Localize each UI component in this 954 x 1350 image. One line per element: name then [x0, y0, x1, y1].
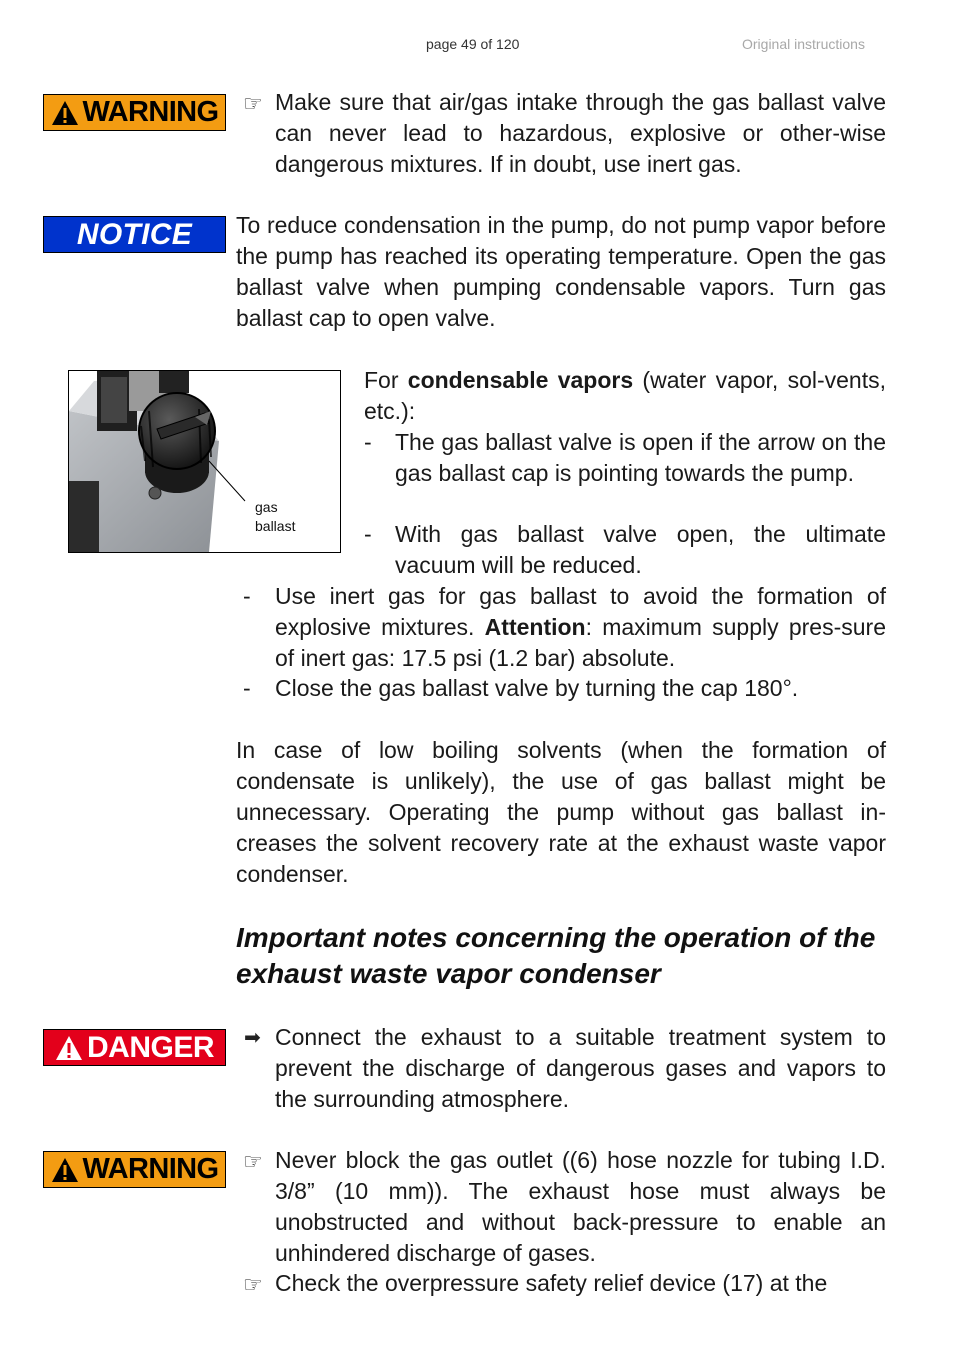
callout-line-2: ballast: [255, 518, 296, 534]
pointing-hand-icon: ☞: [243, 1272, 263, 1297]
notice-text: To reduce condensation in the pump, do not pump vapor before the pump has reached its operating temperature. Open the gas ballast valve when pumping condensable vapors. Turn gas ballast cap to open valve.: [236, 212, 886, 331]
pointing-hand-icon: ☞: [243, 1149, 263, 1174]
notice-badge: [43, 216, 226, 253]
item3-bold: Attention: [484, 614, 586, 640]
right-arrow-icon: ➡: [244, 1027, 261, 1049]
dash-bullet: -: [364, 521, 372, 547]
condensable-item-1: The gas ballast valve is open if the arrow on the gas ballast cap is pointing towards the pump.: [395, 429, 886, 486]
document-type-label: Original instructions: [742, 36, 865, 52]
danger-triangle-icon: [55, 1034, 83, 1062]
warning2-item-1: Never block the gas outlet ((6) hose nozzle for tubing I.D. 3/8” (10 mm)). The exhaust hose must always be unobstructed and without back-pressure to enable an unhindered discharge of gases.: [275, 1147, 886, 1266]
gas-ballast-callout: [255, 498, 295, 536]
condensable-item-2: With gas ballast valve open, the ultimate vacuum will be reduced.: [395, 521, 886, 578]
dash-bullet: -: [243, 583, 251, 609]
condensable-item-4: Close the gas ballast valve by turning the cap 180°.: [275, 675, 799, 701]
warning-triangle-icon: [51, 1156, 79, 1184]
pump-illustration: [69, 371, 340, 552]
warning2-item-2: Check the overpressure safety relief device (17) at the: [275, 1270, 828, 1296]
warning-label: WARNING: [82, 96, 219, 128]
warning-badge: [43, 94, 226, 131]
warning-text: Make sure that air/gas intake through the gas ballast valve can never lead to hazardous, explosive or other-wise dangerous mixtures. If in doubt, use inert gas.: [275, 89, 886, 177]
warning-badge-2: [43, 1151, 226, 1188]
intro-pre: For: [364, 367, 399, 393]
dash-bullet: -: [364, 429, 372, 455]
intro-bold: condensable vapors: [407, 367, 634, 393]
section-heading: Important notes concerning the operation of the exhaust waste vapor condenser: [236, 922, 876, 989]
intro-post: (water vapor, sol-vents, etc.):: [364, 367, 886, 424]
condensable-item-3: [275, 581, 886, 674]
warning-label-2: WARNING: [82, 1153, 219, 1185]
danger-text: Connect the exhaust to a suitable treatment system to prevent the discharge of dangerous gases and vapors to the surrounding atmosphere.: [275, 1024, 886, 1112]
notice-label: NOTICE: [76, 217, 193, 251]
condensable-intro-line1: [364, 365, 886, 427]
danger-badge: [43, 1029, 226, 1066]
warning-triangle-icon: [51, 99, 79, 127]
low-boiling-paragraph: In case of low boiling solvents (when the formation of condensate is unlikely), the use of gas ballast might be unnecessary. Operating the pump without gas ballast in-creases the solvent recovery rate at the exhaust waste vapor condenser.: [236, 737, 886, 887]
page-number: page 49 of 120: [426, 36, 520, 52]
gas-ballast-photo: [68, 370, 341, 553]
pointing-hand-icon: ☞: [243, 91, 263, 116]
item3-post: : maximum supply pres-sure of inert gas: 17.5 psi (1.2 bar) absolute.: [275, 614, 887, 671]
callout-line-1: gas: [255, 499, 278, 515]
dash-bullet: -: [243, 675, 251, 701]
item3-pre: Use inert gas for gas ballast to avoid the formation of explosive mixtures.: [275, 583, 886, 640]
danger-label: DANGER: [86, 1030, 214, 1064]
